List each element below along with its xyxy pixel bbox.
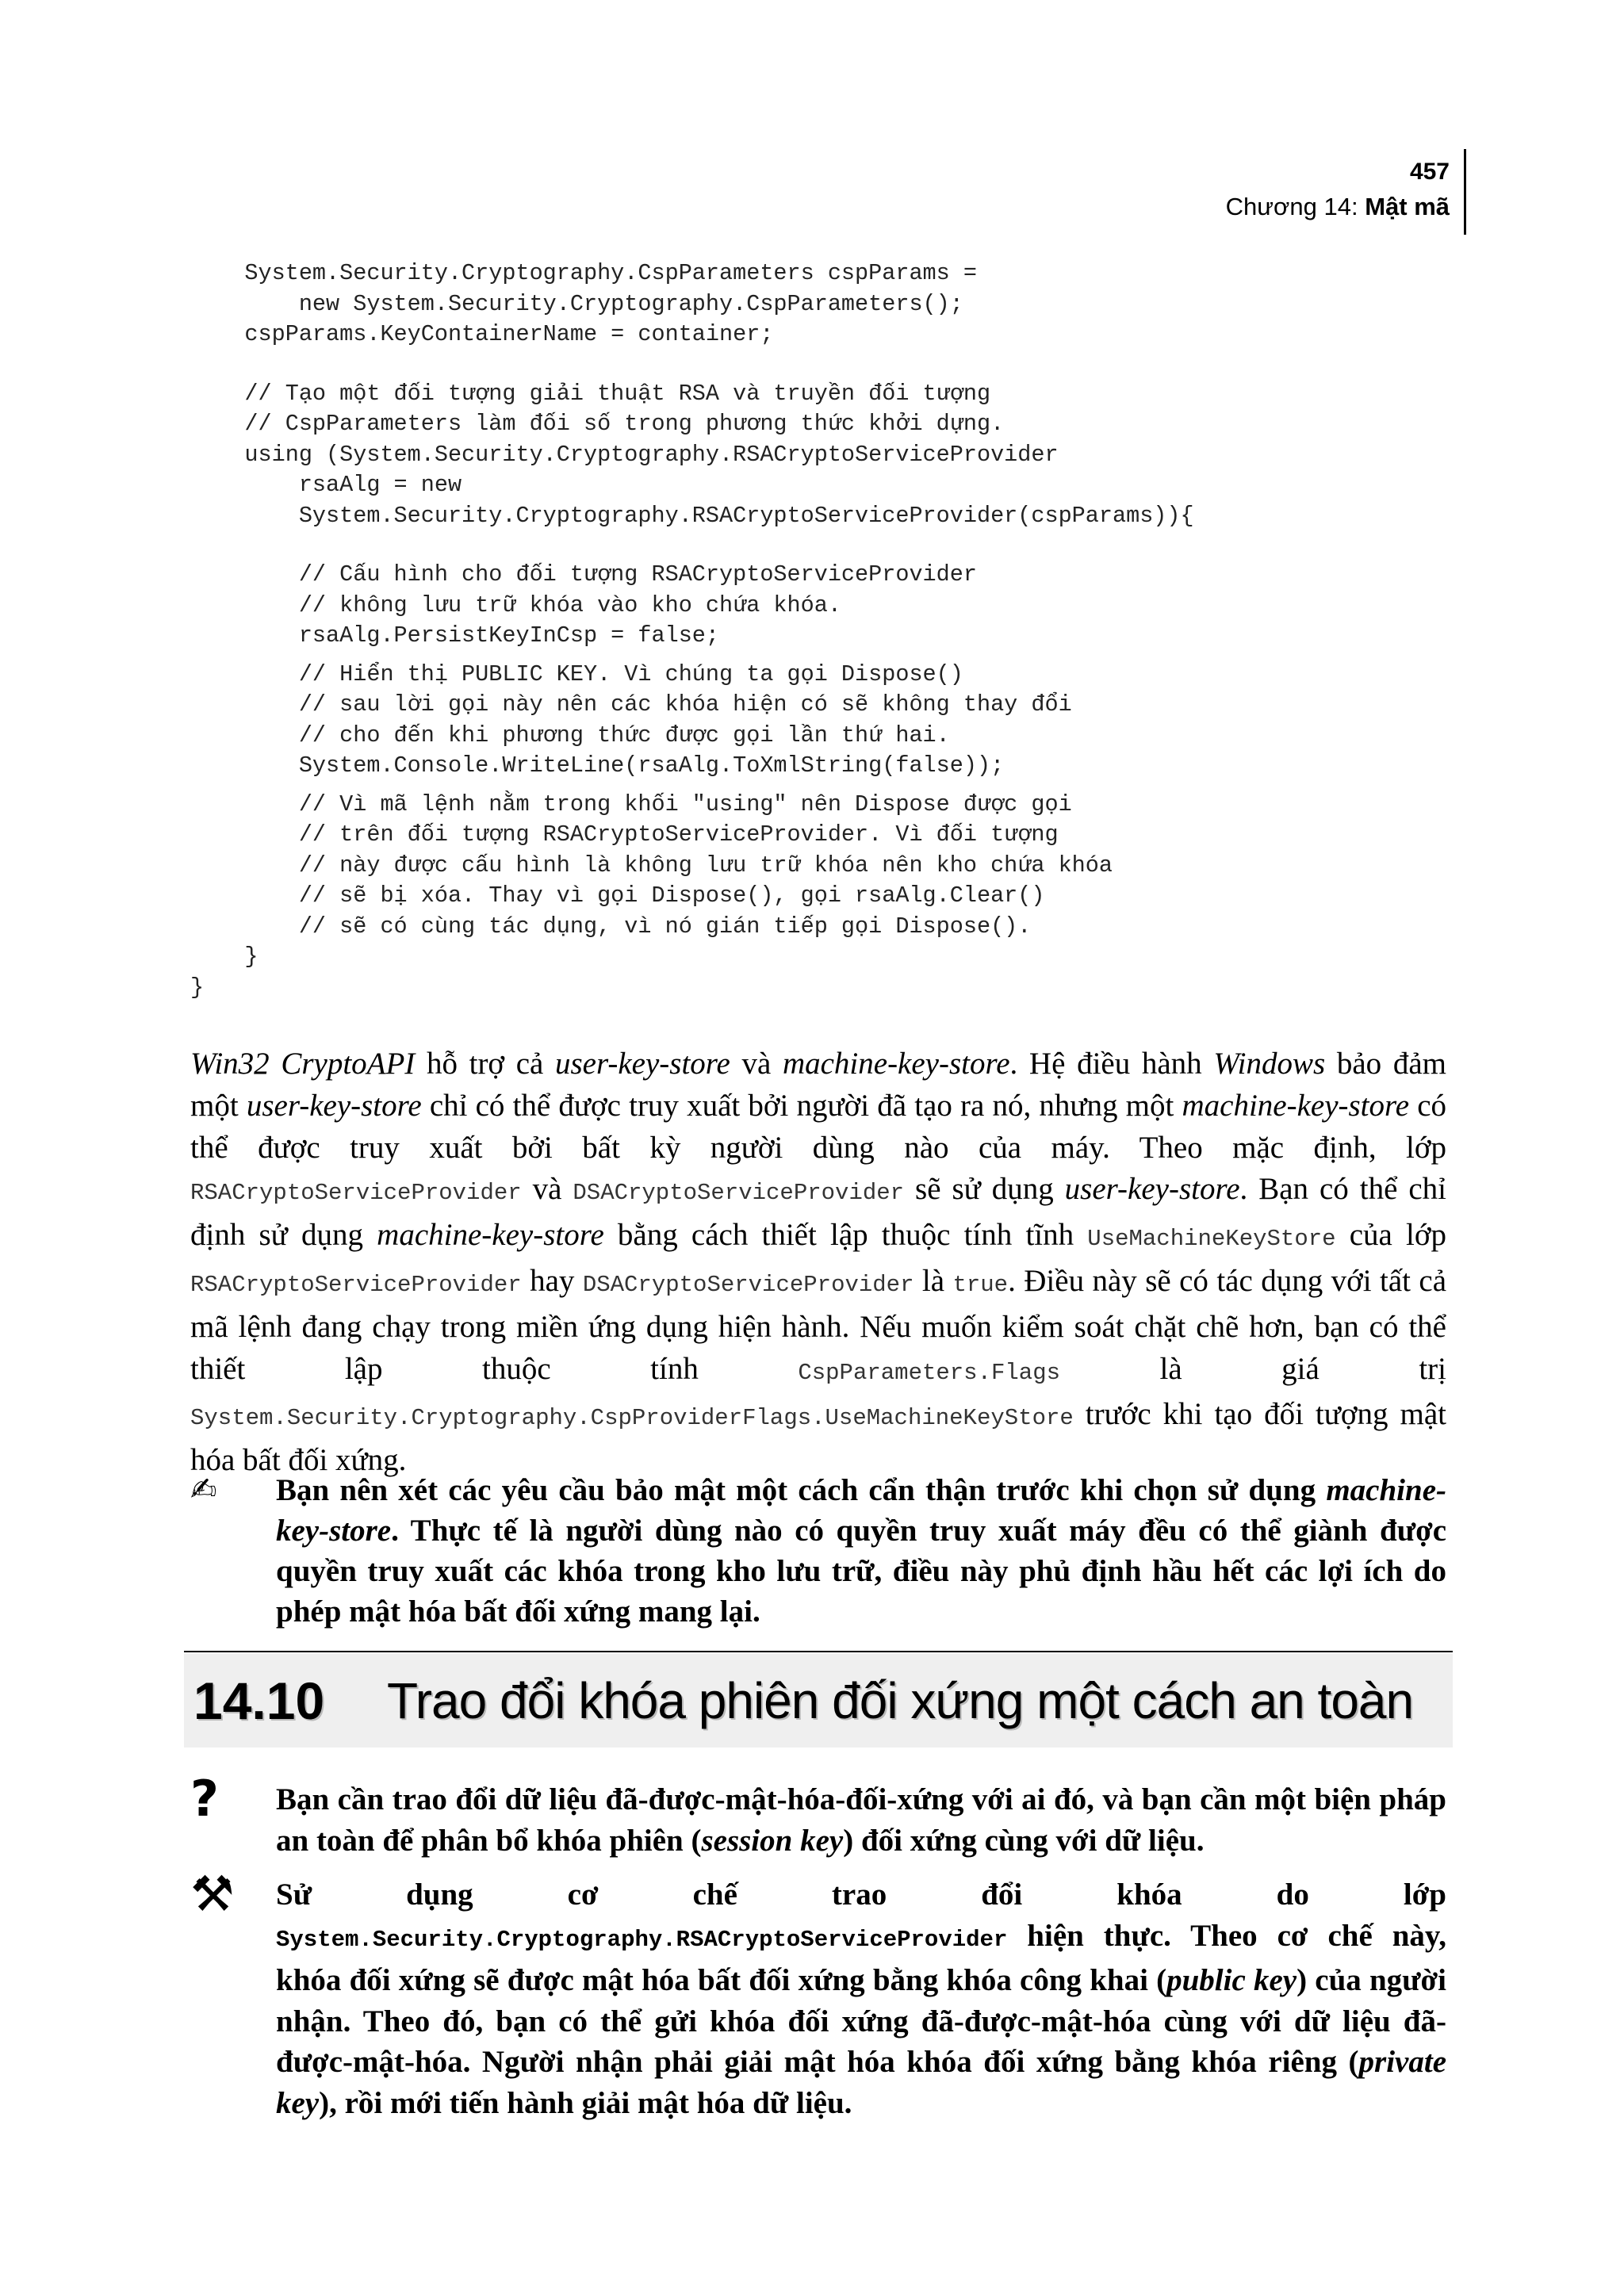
- code-line: // sẽ bị xóa. Thay vì gọi Dispose(), gọi rsaAlg.Clear(): [190, 882, 1045, 909]
- inline-code: DSACryptoServiceProvider: [582, 1271, 914, 1298]
- term-user-key-store: user-key-store: [1064, 1172, 1240, 1207]
- inline-code: RSACryptoServiceProvider: [190, 1180, 522, 1207]
- text: Bạn cần trao đổi dữ liệu đã-được-mật-hóa-đối-xứng với ai đó, và bạn cần một biện pháp an toàn để phân bổ khóa phiên (: [276, 1782, 1446, 1858]
- code-line: rsaAlg.PersistKeyInCsp = false;: [190, 622, 720, 649]
- problem-text: [276, 1779, 1446, 1861]
- code-line: // sẽ có cùng tác dụng, vì nó gián tiếp gọi Dispose().: [190, 913, 1032, 940]
- code-line: // Tạo một đối tượng giải thuật RSA và truyền đối tượng: [190, 380, 991, 407]
- term-private-key: private key: [276, 2045, 1446, 2120]
- problem-block: [190, 1770, 1446, 1861]
- pencil-note-icon: ✍: [190, 1472, 217, 1508]
- text: và: [730, 1047, 783, 1081]
- section-number: 14.10: [193, 1671, 325, 1730]
- text: . Điều này sẽ có tác dụng với tất cả mã lệnh đang chạy trong miền ứng dụng hiện hành. Nếu muốn kiểm soát chặt chẽ hơn, bạn có thể thiết lập thuộc tính: [190, 1263, 1446, 1386]
- chapter-label: [1226, 189, 1450, 225]
- term-machine-key-store: machine-key-store: [377, 1218, 604, 1253]
- text: trước khi tạo đối tượng mật hóa bất đối xứng.: [190, 1397, 1446, 1478]
- code-listing: [190, 258, 1459, 1003]
- text: bằng cách thiết lập thuộc tính tĩnh: [603, 1218, 1088, 1253]
- solution-block: [190, 1865, 1446, 2123]
- code-line: using (System.Security.Cryptography.RSACryptoServiceProvider: [190, 441, 1059, 468]
- code-line: cspParams.KeyContainerName = container;: [190, 321, 774, 347]
- term-user-key-store: user-key-store: [246, 1088, 422, 1123]
- code-line: [190, 782, 1459, 790]
- text: ) đối xứng cùng với dữ liệu.: [843, 1823, 1205, 1858]
- text: và: [521, 1172, 573, 1207]
- code-line: // này được cấu hình là không lưu trữ khóa nên kho chứa khóa: [190, 852, 1113, 879]
- text: của lớp: [1335, 1218, 1446, 1253]
- text: hay: [521, 1263, 583, 1298]
- text: . Hệ điều hành: [1009, 1047, 1214, 1081]
- text: Sử dụng cơ chế trao đổi khóa do lớp: [276, 1878, 1446, 1912]
- text: bảo đảm một: [190, 1047, 1446, 1123]
- text: là: [914, 1263, 953, 1298]
- text: chỉ có thể được truy xuất bởi người đã tạo ra nó, nhưng một: [421, 1088, 1182, 1123]
- code-line: }: [190, 944, 259, 970]
- text: ), rồi mới tiến hành giải mật hóa dữ liệu.: [319, 2085, 852, 2120]
- section-title: Trao đổi khóa phiên đối xứng một cách an toàn: [387, 1672, 1414, 1729]
- term-machine-key-store: machine-key-store: [782, 1047, 1010, 1081]
- code-line: System.Security.Cryptography.CspParameters cspParams =: [190, 260, 977, 286]
- text: có thể được truy xuất bởi bất kỳ người dùng nào của máy. Theo mặc định, lớp: [190, 1088, 1447, 1165]
- text: . Thực tế là người dùng nào có quyền truy xuất máy đều có thể giành được quyền truy xuất các khóa trong kho lưu trữ, điều này phủ định hầu hết các lợi ích do phép mật hóa bất đối xứng mang lại.: [276, 1514, 1446, 1629]
- code-line: System.Console.WriteLine(rsaAlg.ToXmlString(false));: [190, 752, 1005, 779]
- code-line: [190, 350, 1459, 379]
- term-user-key-store: user-key-store: [554, 1047, 730, 1081]
- code-line: // Cấu hình cho đối tượng RSACryptoServiceProvider: [190, 561, 977, 588]
- code-line: // không lưu trữ khóa vào kho chứa khóa.: [190, 591, 841, 618]
- solution-text: [276, 1874, 1446, 2123]
- code-line: // trên đối tượng RSACryptoServiceProvider. Vì đối tượng: [190, 821, 1059, 848]
- text: ) của người nhận. Theo đó, bạn có thể gửi khóa đối xứng đã-được-mật-hóa cùng với dữ liệu đã-được-mật-hóa. Người nhận phải giải mật hóa khóa đối xứng bằng khóa riêng (: [276, 1963, 1446, 2079]
- text: hiện thực. Theo cơ chế này, khóa đối xứng sẽ được mật hóa bất đối xứng bằng khóa công khai (: [276, 1918, 1446, 1997]
- text: là giá trị: [1060, 1351, 1446, 1386]
- inline-code: UseMachineKeyStore: [1087, 1226, 1336, 1253]
- inline-code: DSACryptoServiceProvider: [573, 1180, 905, 1207]
- code-line: // cho đến khi phương thức được gọi lần thứ hai.: [190, 722, 950, 748]
- section-heading: [184, 1654, 1453, 1748]
- text: sẽ sử dụng: [904, 1172, 1065, 1207]
- code-line: new System.Security.Cryptography.CspParameters();: [190, 290, 963, 317]
- inline-code: RSACryptoServiceProvider: [190, 1271, 522, 1298]
- term-machine-key-store: machine-key-store: [1182, 1088, 1410, 1123]
- chapter-prefix: Chương 14:: [1225, 193, 1365, 220]
- body-paragraph: [190, 1043, 1446, 1482]
- inline-code: System.Security.Cryptography.CspProviderFlags.UseMachineKeyStore: [190, 1405, 1074, 1432]
- code-line: // CspParameters làm đối số trong phương thức khởi dựng.: [190, 411, 1005, 437]
- section-rule: [184, 1651, 1453, 1652]
- term-session-key: session key: [701, 1823, 844, 1858]
- code-line: System.Security.Cryptography.RSACryptoServiceProvider(cspParams)){: [190, 502, 1194, 529]
- code-line: // Vì mã lệnh nằm trong khối "using" nên Dispose được gọi: [190, 790, 1072, 817]
- text: hỗ trợ cả: [415, 1047, 555, 1081]
- code-line: [190, 652, 1459, 660]
- note-block: [190, 1470, 1446, 1632]
- code-line: [190, 531, 1459, 560]
- running-header: [1226, 155, 1450, 225]
- code-line: // sau lời gọi này nên các khóa hiện có sẽ không thay đổi: [190, 691, 1072, 718]
- question-mark-icon: ?: [190, 1770, 219, 1828]
- text: Bạn nên xét các yêu cầu bảo mật một cách cẩn thận trước khi chọn sử dụng: [276, 1473, 1327, 1507]
- code-line: rsaAlg = new: [190, 472, 462, 498]
- tools-icon: ⚒: [190, 1865, 235, 1923]
- header-rule: [1464, 149, 1466, 235]
- term-machine-key-store: machine-key-store: [276, 1473, 1446, 1548]
- note-text: [276, 1470, 1446, 1632]
- code-line: }: [190, 974, 205, 1001]
- term-win32-cryptoapi: Win32 CryptoAPI: [190, 1047, 416, 1081]
- text: . Bạn có thể chỉ định sử dụng: [190, 1172, 1446, 1253]
- page-number: 457: [1409, 159, 1450, 185]
- term-public-key: public key: [1166, 1963, 1297, 1997]
- inline-code: System.Security.Cryptography.RSACryptoServiceProvider: [276, 1926, 1008, 1953]
- inline-code: true: [952, 1271, 1009, 1298]
- inline-code: CspParameters.Flags: [798, 1359, 1060, 1386]
- chapter-title: Mật mã: [1365, 193, 1450, 220]
- term-windows: Windows: [1213, 1047, 1326, 1081]
- code-line: // Hiển thị PUBLIC KEY. Vì chúng ta gọi Dispose(): [190, 660, 963, 687]
